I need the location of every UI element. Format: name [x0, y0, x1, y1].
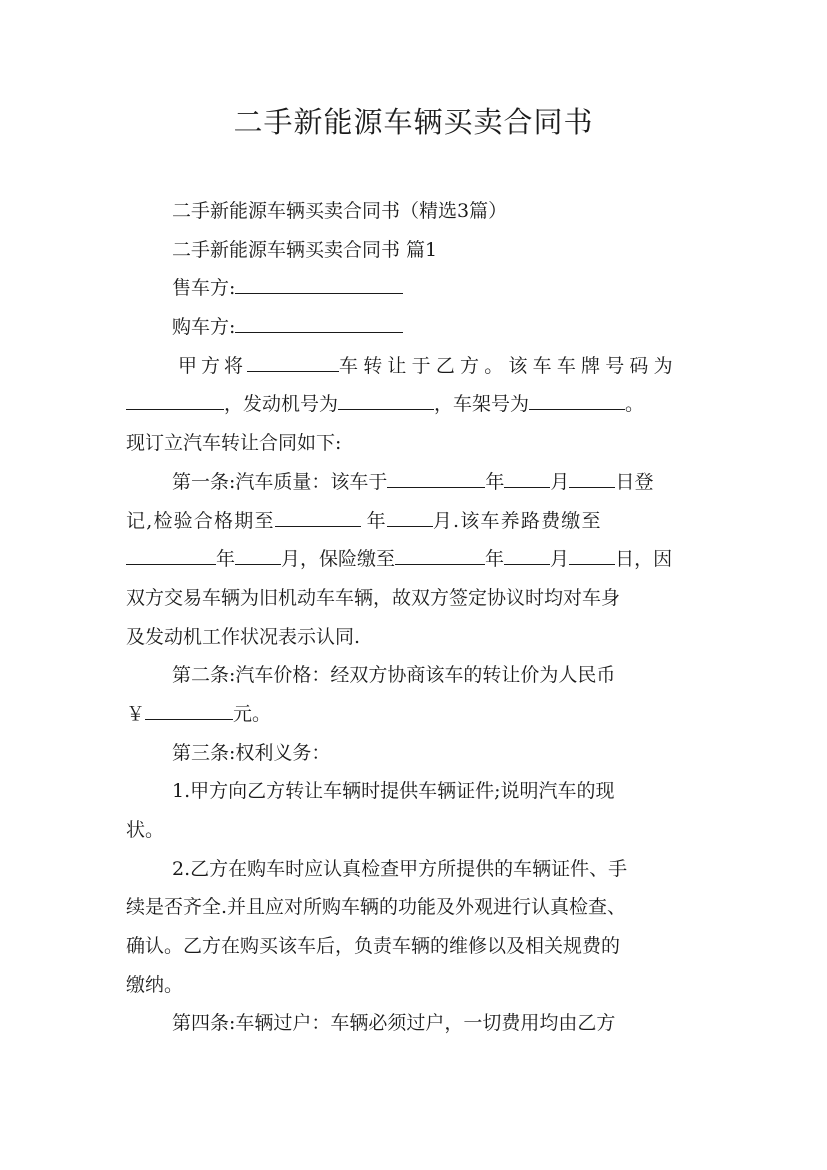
- document-body: [126, 192, 701, 1043]
- article-3-item: [126, 927, 701, 966]
- article-1-line: [126, 579, 701, 618]
- date-blank: [126, 544, 216, 565]
- date-blank: [275, 506, 361, 527]
- text: 第二条:汽车价格：经双方协商该车的转让价为人民币: [172, 664, 616, 687]
- text: 第四条:车辆过户：车辆必须过户，一切费用均由乙方: [172, 1012, 616, 1035]
- date-blank: [387, 506, 433, 527]
- article-3-item: [126, 966, 701, 1005]
- text: 年: [485, 548, 505, 571]
- text: 状。: [126, 819, 165, 841]
- text: 现订立汽车转让合同如下:: [126, 432, 342, 455]
- text: 年: [485, 470, 505, 493]
- subtitle-line: [126, 192, 701, 231]
- section-heading: [126, 231, 701, 270]
- car-blank: [247, 351, 339, 372]
- article-3-item: [126, 772, 701, 811]
- text: 月，保险缴至: [281, 548, 396, 571]
- text: ￥: [126, 702, 146, 725]
- buyer-line: [126, 308, 701, 347]
- text: 续是否齐全.并且应对所购车辆的功能及外观进行认真检查、: [126, 896, 627, 919]
- text: 月: [550, 548, 570, 571]
- date-blank: [569, 544, 615, 565]
- article-1-line: [126, 618, 701, 657]
- date-blank: [235, 544, 281, 565]
- plate-blank: [126, 389, 224, 410]
- text: 缴纳。: [126, 973, 184, 996]
- paragraph-line: [126, 347, 701, 386]
- document-title: 二手新能源车辆买卖合同书: [233, 105, 594, 139]
- date-blank: [569, 467, 615, 488]
- text: 二手新能源车辆买卖合同书（精选3篇）: [172, 200, 508, 222]
- text: 年: [366, 509, 387, 532]
- text: 确认。乙方在购买该车后，负责车辆的维修以及相关规费的: [126, 935, 621, 958]
- text: ，车架号为: [434, 393, 530, 416]
- text: 月: [550, 470, 570, 493]
- text: 二手新能源车辆买卖合同书 篇1: [172, 238, 438, 261]
- buyer-label: 购车方:: [172, 316, 236, 339]
- article-1-line: [126, 540, 701, 579]
- seller-blank: [235, 273, 403, 294]
- date-blank: [504, 544, 550, 565]
- engine-blank: [338, 389, 434, 410]
- seller-label: 售车方:: [172, 277, 236, 300]
- text: 第一条:汽车质量：该车于: [172, 470, 388, 493]
- text: 车转让于乙方。该车车牌号码为: [339, 354, 678, 377]
- article-3-item: [126, 888, 701, 927]
- text: 。: [625, 393, 645, 416]
- article-2-line: [126, 656, 701, 695]
- text: 及发动机工作状况表示认同.: [126, 625, 361, 648]
- text: 第三条:权利义务：: [172, 741, 331, 764]
- article-3-item: [126, 811, 701, 850]
- seller-line: [126, 269, 701, 308]
- article-3-heading: [126, 734, 701, 773]
- price-blank: [145, 699, 233, 720]
- date-blank: [504, 467, 550, 488]
- text: 双方交易车辆为旧机动车车辆，故双方签定协议时均对车身: [126, 586, 621, 609]
- text: 1.甲方向乙方转让车辆时提供车辆证件;说明汽车的现: [172, 780, 615, 803]
- text: 元。: [233, 702, 272, 725]
- paragraph-line: [126, 424, 701, 463]
- frame-blank: [529, 389, 625, 410]
- text: 2.乙方在购车时应认真检查甲方所提供的车辆证件、手: [172, 857, 628, 880]
- text: 甲方将: [178, 354, 248, 377]
- text: 月.该车养路费缴至: [432, 509, 602, 532]
- text: 日，因: [615, 548, 673, 571]
- text: 年: [216, 548, 236, 571]
- text: 日登: [615, 470, 654, 493]
- text: ，发动机号为: [224, 393, 339, 416]
- buyer-blank: [235, 312, 403, 333]
- article-1-line: [126, 502, 701, 541]
- article-3-item: [126, 850, 701, 889]
- date-blank: [387, 467, 485, 488]
- article-4-line: [126, 1004, 701, 1043]
- paragraph-line: [126, 385, 701, 424]
- article-2-line: [126, 695, 701, 734]
- date-blank: [395, 544, 485, 565]
- text: 记,检验合格期至: [126, 509, 275, 532]
- article-1-line: [126, 463, 701, 502]
